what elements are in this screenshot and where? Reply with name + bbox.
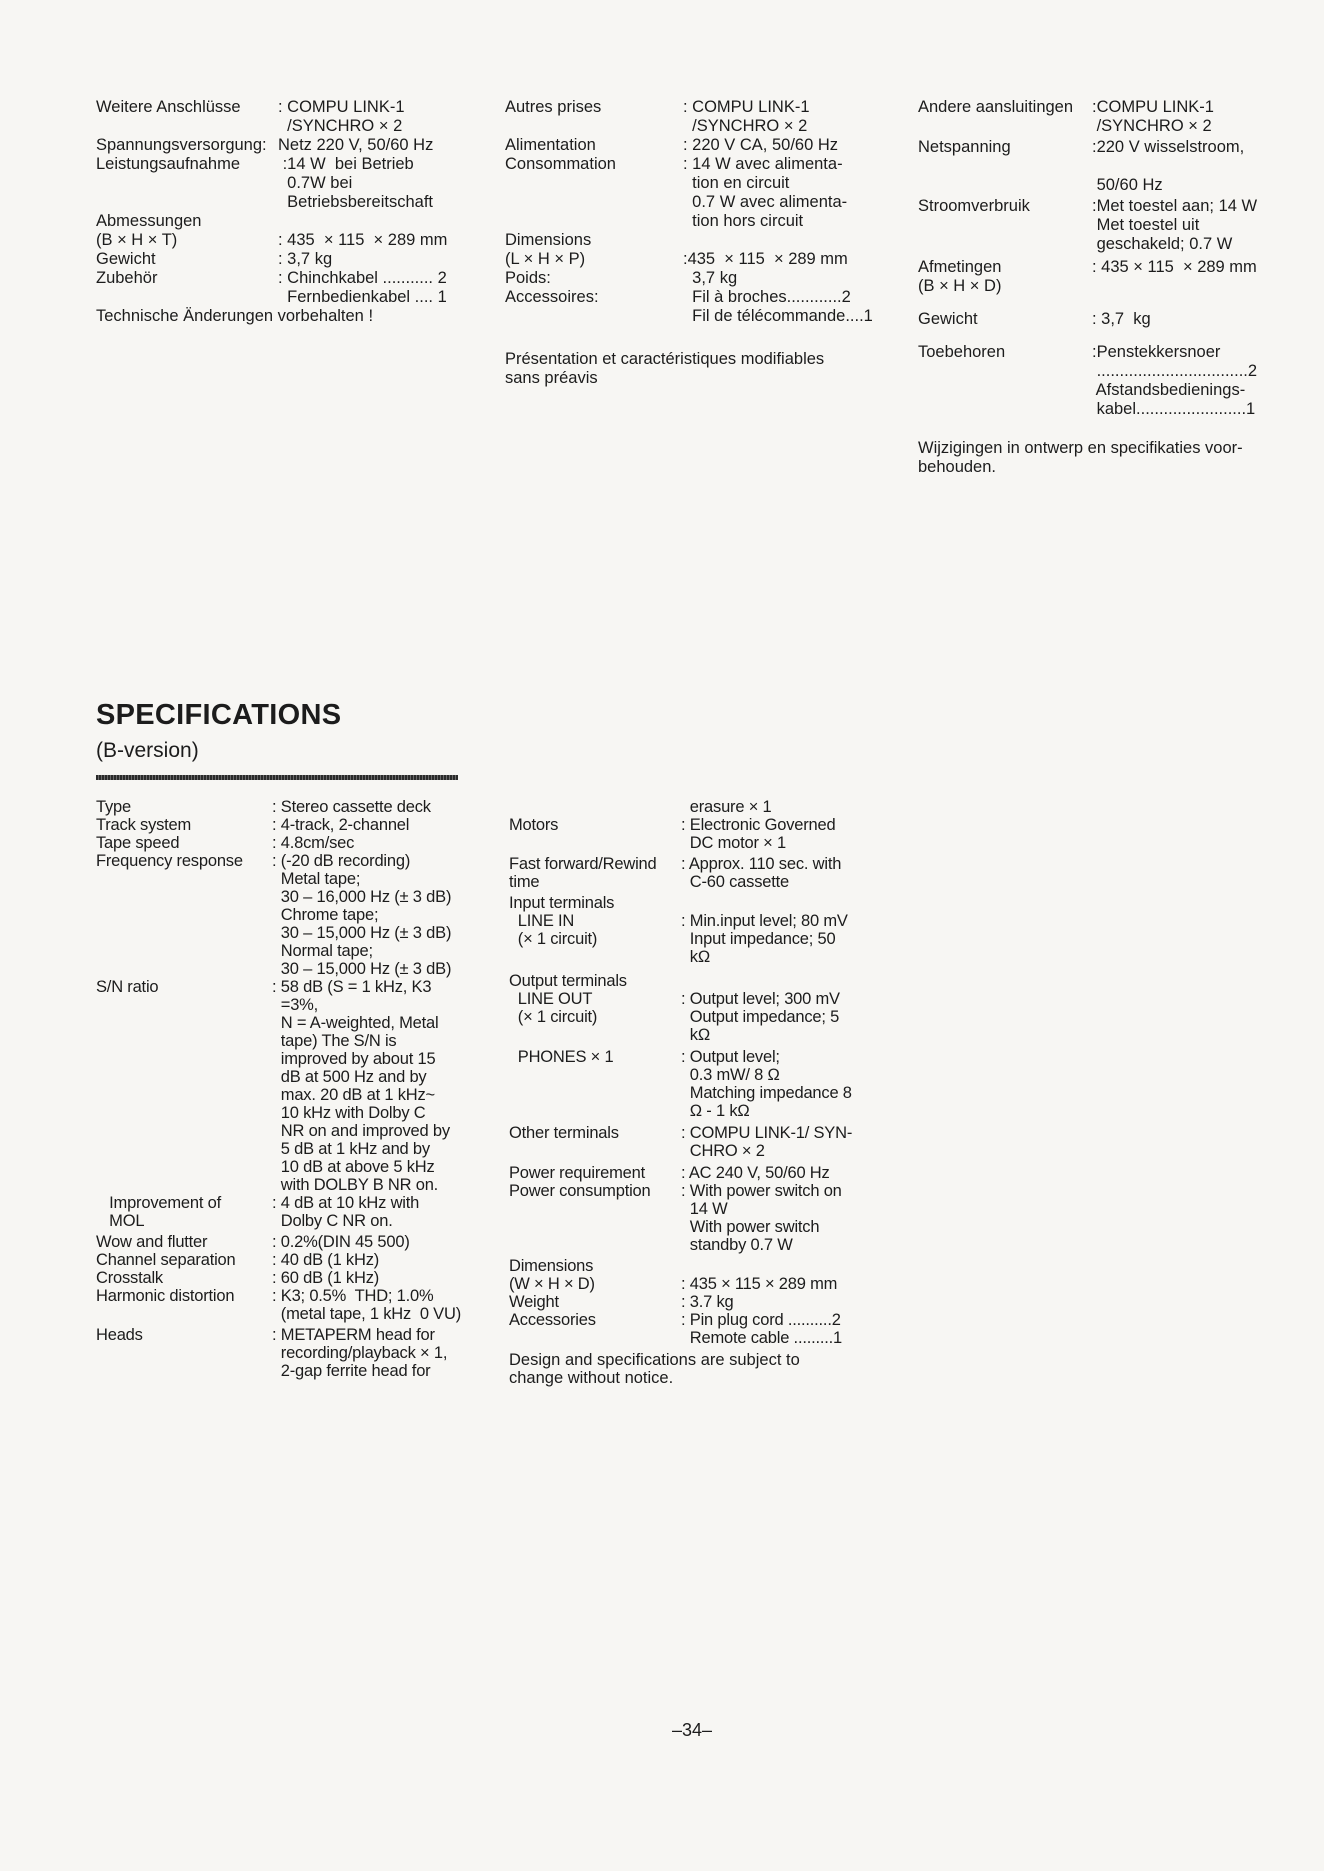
spec-row (96, 1287, 461, 1323)
spec-value: :Penstekkersnoer .................................2 Afstandsbedienings- kabel........................1 (1092, 343, 1258, 418)
spec-label: Abmessungen (B × H × T) (96, 212, 202, 249)
spec-row (96, 250, 447, 269)
spec-label: Poids: (505, 269, 551, 287)
spec-label: Track system (96, 816, 192, 834)
spec-label: Weight (509, 1293, 559, 1311)
spec-label: Alimentation (505, 136, 596, 154)
spec-label: Motors (509, 816, 559, 834)
spec-value: : Output level; 0.3 mW/ 8 Ω Matching impedance 8 Ω - 1 kΩ (681, 1048, 852, 1120)
spec-row (96, 1251, 461, 1269)
spec-value: : AC 240 V, 50/60 Hz (681, 1164, 830, 1182)
spec-value: : 4.8cm/sec (272, 834, 355, 852)
spec-label: Fast forward/Rewind time (509, 855, 657, 891)
spec-value: : With power switch on 14 W With power switch standby 0.7 W (681, 1182, 842, 1254)
spec-label: Zubehör (96, 269, 158, 287)
spec-label: Frequency response (96, 852, 243, 870)
spec-row (96, 212, 447, 250)
spec-row (918, 258, 1257, 296)
spec-label: Harmonic distortion (96, 1287, 235, 1305)
spec-value: :COMPU LINK-1 /SYNCHRO × 2 (1092, 98, 1214, 135)
heading-rule (96, 775, 458, 780)
spec-row (509, 894, 852, 966)
spec-row (509, 816, 852, 852)
french-spec-note: Présentation et caractéristiques modifiables sans préavis (505, 350, 825, 387)
spec-value: : 220 V CA, 50/60 Hz (683, 136, 839, 154)
english-spec-list-1 (96, 798, 461, 1380)
spec-value: : 58 dB (S = 1 kHz, K3 =3%, N = A-weighted, Metal tape) The S/N is improved by about 15 dB at 500 Hz and by max. 20 dB at 1 kHz~ 10 kHz with Dolby C NR on and improved by 5 dB at 1 kHz and by 10 dB at above 5 kHz with DOLBY B NR on. (272, 978, 450, 1194)
spec-label: Crosstalk (96, 1269, 163, 1287)
spec-label: Input terminals LINE IN (× 1 circuit) (509, 894, 615, 948)
spec-value: : 435 × 115 × 289 mm (278, 231, 448, 249)
spec-value: : Output level; 300 mV Output impedance; 5 kΩ (681, 990, 840, 1044)
spec-row (96, 1194, 461, 1230)
spec-row (505, 288, 873, 326)
specifications-version: (B-version) (96, 739, 199, 762)
dutch-spec-column (918, 98, 1257, 477)
spec-label: Dimensions (W × H × D) (509, 1257, 595, 1293)
spec-row (96, 98, 447, 136)
spec-row (96, 798, 461, 816)
spec-value: : Pin plug cord ..........2 Remote cable .........1 (681, 1311, 842, 1347)
spec-value: : Electronic Governed DC motor × 1 (681, 816, 836, 852)
spec-label: Consommation (505, 155, 616, 173)
english-spec-column-1 (96, 798, 461, 1380)
spec-value: : 435 × 115 × 289 mm (681, 1275, 838, 1293)
spec-label (509, 798, 681, 816)
german-spec-column (96, 98, 447, 326)
spec-value: : 3,7 kg (1092, 310, 1151, 328)
spec-value: erasure × 1 (681, 798, 772, 816)
spec-row (96, 852, 461, 978)
page-number: –34– (672, 1720, 713, 1740)
spec-row (509, 1124, 852, 1160)
spec-row (505, 155, 873, 231)
spec-row (96, 269, 447, 307)
spec-value: : Approx. 110 sec. with C-60 cassette (681, 855, 842, 891)
spec-value: : 40 dB (1 kHz) (272, 1251, 380, 1269)
english-spec-column-2 (509, 798, 852, 1387)
spec-value: : (-20 dB recording) Metal tape; 30 – 16,000 Hz (± 3 dB) Chrome tape; 30 – 15,000 Hz (± 3 dB) Normal tape; 30 – 15,000 Hz (± 3 dB) (272, 852, 452, 978)
spec-value: : 3.7 kg (681, 1293, 734, 1311)
spec-value: :Met toestel aan; 14 W Met toestel uit geschakeld; 0.7 W (1092, 197, 1258, 253)
spec-row (505, 231, 873, 269)
spec-value: : METAPERM head for recording/playback × 1, 2-gap ferrite head for (272, 1326, 448, 1380)
spec-value: : Stereo cassette deck (272, 798, 431, 816)
spec-label: Power requirement (509, 1164, 645, 1182)
spec-row (96, 978, 461, 1194)
spec-row (509, 1257, 852, 1293)
spec-label: Dimensions (L × H × P) (505, 231, 592, 268)
english-spec-note: Design and specifications are subject to change without notice. (509, 1351, 800, 1387)
spec-label: Afmetingen (B × H × D) (918, 258, 1002, 295)
spec-label: Power consumption (509, 1182, 651, 1200)
spec-label: Accessoires: (505, 288, 599, 306)
spec-label: Gewicht (96, 250, 156, 268)
spec-label: Gewicht (918, 310, 978, 328)
spec-row (509, 1182, 852, 1254)
spec-value: : 0.2%(DIN 45 500) (272, 1233, 410, 1251)
spec-row (96, 834, 461, 852)
spec-value: : COMPU LINK-1 /SYNCHRO × 2 (683, 98, 810, 135)
spec-row (918, 197, 1257, 254)
spec-value: : 60 dB (1 kHz) (272, 1269, 380, 1287)
spec-label: Netspanning (918, 138, 1011, 156)
spec-label: Andere aansluitingen (918, 98, 1074, 116)
english-spec-list-2 (509, 798, 852, 1347)
spec-label: Accessories (509, 1311, 596, 1329)
dutch-spec-list (918, 98, 1257, 419)
spec-value: : K3; 0.5% THD; 1.0% (metal tape, 1 kHz 0 VU) (272, 1287, 461, 1323)
spec-row (509, 1048, 852, 1120)
spec-value: : 4-track, 2-channel (272, 816, 410, 834)
spec-row (918, 138, 1257, 195)
spec-label: S/N ratio (96, 978, 159, 996)
spec-label: Weitere Anschlüsse (96, 98, 241, 116)
spec-value: :14 W bei Betrieb 0.7W bei Betriebsbereitschaft (282, 155, 433, 211)
spec-row (96, 1233, 461, 1251)
dutch-spec-note: Wijzigingen in ontwerp en specifikaties voor- behouden. (918, 439, 1243, 476)
spec-value: 3,7 kg (683, 269, 738, 287)
spec-row (509, 972, 852, 1044)
spec-row (505, 98, 873, 136)
spec-value: : COMPU LINK-1/ SYN- CHRO × 2 (681, 1124, 853, 1160)
spec-value: :220 V wisselstroom, 50/60 Hz (1092, 138, 1245, 194)
spec-label: Channel separation (96, 1251, 236, 1269)
spec-label: Spannungsversorgung: (96, 136, 267, 154)
french-spec-column (505, 98, 873, 388)
spec-value: : COMPU LINK-1 /SYNCHRO × 2 (278, 98, 405, 135)
spec-label: PHONES × 1 (509, 1048, 614, 1066)
spec-row (505, 136, 873, 155)
spec-value: Netz 220 V, 50/60 Hz (278, 136, 434, 154)
spec-row (96, 136, 447, 155)
spec-row (509, 1311, 852, 1347)
spec-label: Type (96, 798, 131, 816)
spec-row (96, 155, 447, 212)
spec-row (96, 1269, 461, 1287)
spec-row (509, 1293, 852, 1311)
spec-label: Other terminals (509, 1124, 619, 1142)
spec-label: Leistungsaufnahme (96, 155, 241, 173)
french-spec-list (505, 98, 873, 326)
german-spec-list (96, 98, 447, 307)
spec-value: : Min.input level; 80 mV Input impedance; 50 kΩ (681, 912, 848, 966)
spec-label: Heads (96, 1326, 143, 1344)
spec-row (509, 798, 852, 816)
spec-row (96, 1326, 461, 1380)
spec-value: : 435 × 115 × 289 mm (1092, 258, 1257, 276)
spec-value: : 3,7 kg (278, 250, 333, 268)
spec-label: Tape speed (96, 834, 180, 852)
specifications-heading: SPECIFICATIONS (96, 699, 342, 731)
spec-value: :435 × 115 × 289 mm (683, 250, 848, 268)
spec-label: Wow and flutter (96, 1233, 208, 1251)
spec-label: Toebehoren (918, 343, 1006, 361)
spec-value: : 14 W avec alimenta- tion en circuit 0.7 W avec alimenta- tion hors circuit (683, 155, 848, 230)
spec-row (918, 98, 1257, 136)
spec-label: Improvement of MOL (109, 1194, 221, 1230)
spec-value: Fil à broches............2 Fil de télécommande....1 (692, 288, 873, 325)
spec-row (505, 269, 873, 288)
spec-row (918, 310, 1257, 329)
spec-row (509, 1164, 852, 1182)
spec-row (918, 343, 1257, 419)
spec-row (509, 855, 852, 891)
spec-value: : 4 dB at 10 kHz with Dolby C NR on. (272, 1194, 420, 1230)
spec-label: Stroomverbruik (918, 197, 1030, 215)
spec-label: Autres prises (505, 98, 602, 116)
spec-row (96, 816, 461, 834)
spec-label: Output terminals LINE OUT (× 1 circuit) (509, 972, 627, 1026)
german-spec-note: Technische Änderungen vorbehalten ! (96, 307, 374, 325)
spec-value: : Chinchkabel ........... 2 Fernbedienkabel .... 1 (278, 269, 447, 306)
